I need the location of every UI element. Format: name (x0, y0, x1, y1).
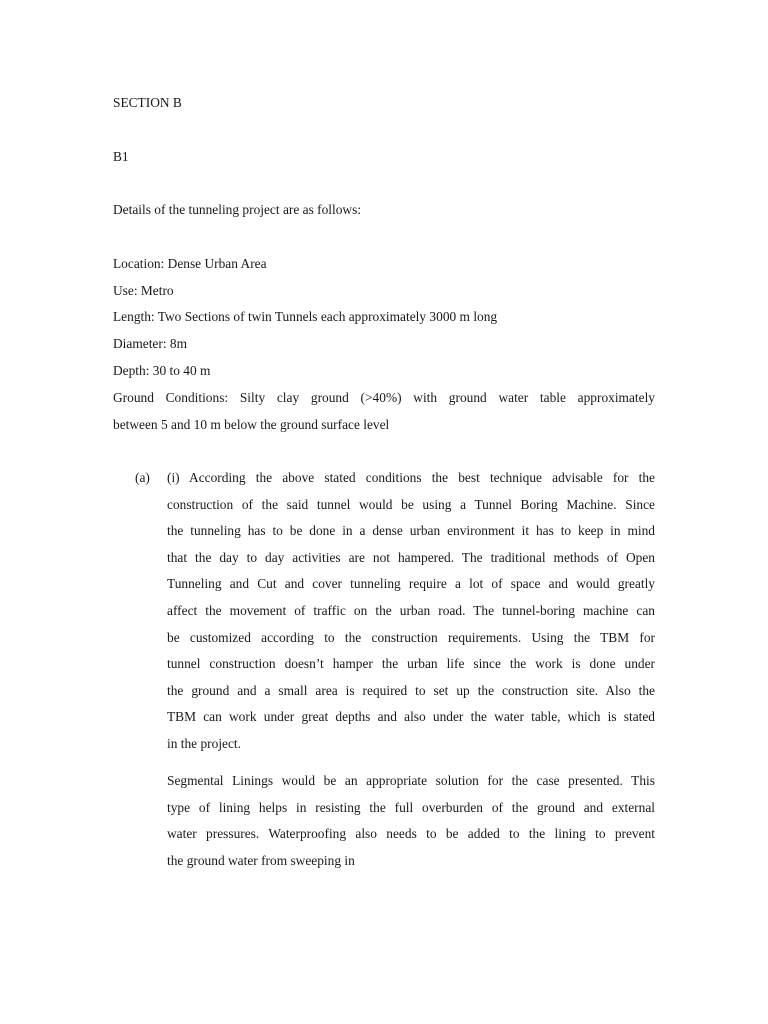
ground-conditions-line: Ground Conditions: Silty clay ground (>40%) with ground water table approximately (113, 390, 655, 405)
detail-diameter: Diameter: 8m (113, 336, 187, 351)
paragraph-line: the ground and a small area is required to set up the construction site. Also the (167, 682, 655, 698)
paragraph-line: Tunneling and Cut and cover tunneling require a lot of space and would greatly (167, 576, 655, 592)
ground-conditions-line: between 5 and 10 m below the ground surface level (113, 416, 390, 432)
paragraph-line: Segmental Linings would be an appropriate solution for the case presented. This (167, 773, 655, 788)
paragraph-line: (i) According the above stated conditions the best technique advisable for the (167, 470, 655, 485)
section-title: SECTION B (113, 95, 182, 110)
paragraph-line: tunnel construction doesn’t hamper the urban life since the work is done under (167, 656, 655, 672)
paragraph-line: that the day to day activities are not hampered. The traditional methods of Open (167, 549, 655, 565)
paragraph-line: water pressures. Waterproofing also needs to be added to the lining to prevent (167, 826, 655, 842)
paragraph-line: TBM can work under great depths and also under the water table, which is stated (167, 709, 655, 725)
detail-use: Use: Metro (113, 283, 174, 298)
question-label: B1 (113, 149, 129, 164)
detail-ground-conditions (113, 391, 655, 444)
detail-length: Length: Two Sections of twin Tunnels each approximately 3000 m long (113, 309, 498, 324)
paragraph-line: in the project. (167, 735, 241, 751)
paragraph-line: be customized according to the construction requirements. Using the TBM for (167, 629, 655, 645)
paragraph-line: the ground water from sweeping in (167, 852, 355, 868)
detail-location: Location: Dense Urban Area (113, 256, 267, 271)
intro-text: Details of the tunneling project are as follows: (113, 202, 362, 217)
paragraph-line: affect the movement of traffic on the urban road. The tunnel-boring machine can (167, 602, 655, 618)
paragraph-line: type of lining helps in resisting the full overburden of the ground and external (167, 799, 655, 815)
detail-depth: Depth: 30 to 40 m (113, 363, 211, 378)
answer-a-paragraph-1 (167, 471, 655, 764)
answer-a-paragraph-2 (167, 774, 655, 880)
answer-a-label: (a) (135, 470, 150, 485)
paragraph-line: construction of the said tunnel would be using a Tunnel Boring Machine. Since (167, 496, 655, 512)
paragraph-line: the tunneling has to be done in a dense urban environment it has to keep in mind (167, 523, 655, 539)
